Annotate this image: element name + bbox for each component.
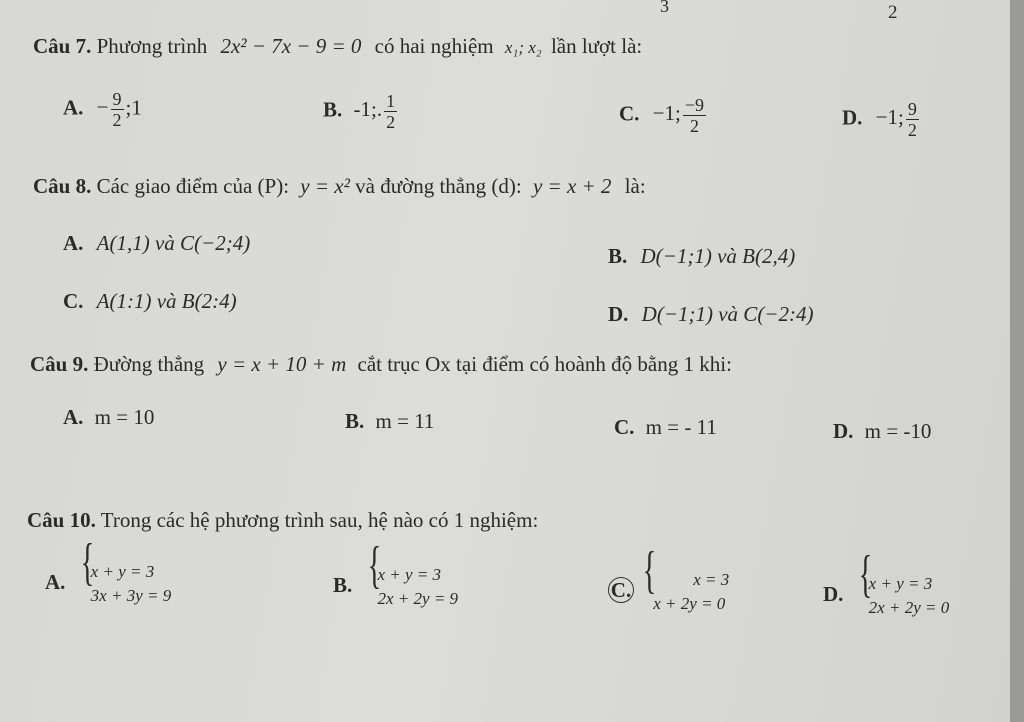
equation-p: y = x² [300, 174, 350, 198]
option-prefix: -1;. [353, 97, 383, 122]
question-label: Câu 9. [30, 352, 89, 376]
system-line-1: { x + y = 3 [377, 565, 442, 584]
denominator: 2 [112, 110, 122, 130]
option-text: m = - 11 [645, 415, 717, 439]
option-label: A. [63, 95, 84, 120]
question-text: lần lượt là: [550, 34, 643, 58]
question-text: Các giao điểm của (P): [96, 174, 290, 198]
option-label: C. [619, 101, 640, 126]
numerator: −9 [684, 95, 705, 115]
option-label: D. [823, 581, 844, 606]
roots-symbol: x₁; x₂ [504, 38, 542, 57]
option-label: B. [345, 409, 365, 433]
numerator: 1 [386, 91, 396, 111]
option-label: D. [842, 105, 863, 130]
system-line-1: { x + y = 3 [90, 562, 155, 581]
q8-option-c[interactable] [63, 289, 237, 314]
page-edge-shadow [1010, 0, 1024, 722]
question-text: cắt trục Ox tại điểm có hoành độ bằng 1 khi: [357, 352, 732, 376]
fraction [111, 90, 124, 129]
equation-system [364, 563, 459, 611]
equation-system [639, 568, 729, 616]
question-8 [33, 174, 646, 199]
option-label: A. [45, 569, 66, 594]
option-text: A(1,1) và C(−2;4) [96, 231, 251, 255]
question-text: là: [624, 174, 646, 198]
option-label: C. [614, 415, 635, 439]
option-text: m = -10 [864, 419, 932, 443]
q9-option-d[interactable] [833, 419, 931, 444]
option-label: B. [333, 572, 353, 597]
question-label: Câu 7. [33, 34, 92, 58]
q10-option-a[interactable] [45, 560, 171, 608]
system-line-2: x + 2y = 0 [653, 594, 726, 613]
option-label: D. [833, 419, 854, 443]
question-text: Trong các hệ phương trình sau, hệ nào có 1 nghiệm: [100, 508, 539, 532]
q7-option-a[interactable] [63, 90, 142, 129]
option-suffix: ;1 [125, 95, 142, 120]
option-text: m = 10 [94, 405, 155, 429]
question-9 [30, 352, 732, 377]
question-text: có hai nghiệm [374, 34, 494, 58]
option-text: D(−1;1) và C(−2:4) [641, 302, 814, 326]
option-text: m = 11 [375, 409, 435, 433]
q9-option-c[interactable] [614, 415, 717, 440]
numerator: 9 [907, 99, 917, 119]
option-label: C. [63, 289, 84, 313]
question-7 [33, 34, 642, 59]
option-prefix: − [96, 95, 109, 120]
option-label: B. [608, 244, 628, 268]
page-number-right: 2 [888, 2, 898, 23]
fraction [906, 100, 919, 139]
page-number-left: 3 [660, 0, 669, 16]
question-10 [27, 508, 538, 533]
q7-option-b[interactable] [323, 92, 399, 131]
option-text: A(1:1) và B(2:4) [96, 289, 237, 313]
equation: y = x + 10 + m [217, 352, 347, 376]
option-text: D(−1;1) và B(2,4) [640, 244, 796, 268]
q7-option-c[interactable] [619, 96, 708, 135]
question-text: Phương trình [96, 34, 208, 58]
fraction [384, 92, 397, 131]
question-label: Câu 10. [27, 508, 96, 532]
q8-option-a[interactable] [63, 231, 250, 256]
q9-option-a[interactable] [63, 405, 154, 430]
fraction [683, 96, 706, 135]
option-label: B. [323, 97, 343, 122]
q8-option-d[interactable] [608, 302, 813, 327]
option-label: A. [63, 405, 84, 429]
system-line-1: { x = 3 [693, 570, 730, 589]
option-prefix: −1; [875, 105, 904, 130]
denominator: 2 [689, 116, 699, 136]
question-text: và đường thẳng (d): [355, 174, 522, 198]
equation: 2x² − 7x − 9 = 0 [220, 34, 362, 58]
question-text: Đường thẳng [93, 352, 205, 376]
q10-option-c[interactable] [608, 568, 729, 616]
q10-option-b[interactable] [333, 563, 458, 611]
question-label: Câu 8. [33, 174, 92, 198]
q7-option-d[interactable] [842, 100, 921, 139]
system-line-2: 2x + 2y = 0 [868, 598, 950, 617]
q8-option-b[interactable] [608, 244, 795, 269]
denominator: 2 [386, 112, 396, 132]
system-line-2: 3x + 3y = 9 [90, 586, 172, 605]
q10-option-d[interactable] [823, 572, 949, 620]
option-label: A. [63, 231, 84, 255]
q9-option-b[interactable] [345, 409, 434, 434]
equation-system [855, 572, 950, 620]
option-prefix: −1; [652, 101, 681, 126]
denominator: 2 [907, 120, 917, 140]
system-line-2: 2x + 2y = 9 [377, 589, 459, 608]
option-label-circled: C. [608, 577, 634, 603]
equation-system [77, 560, 172, 608]
numerator: 9 [112, 89, 122, 109]
system-line-1: { x + y = 3 [868, 574, 933, 593]
option-label: D. [608, 302, 629, 326]
equation-d: y = x + 2 [532, 174, 612, 198]
